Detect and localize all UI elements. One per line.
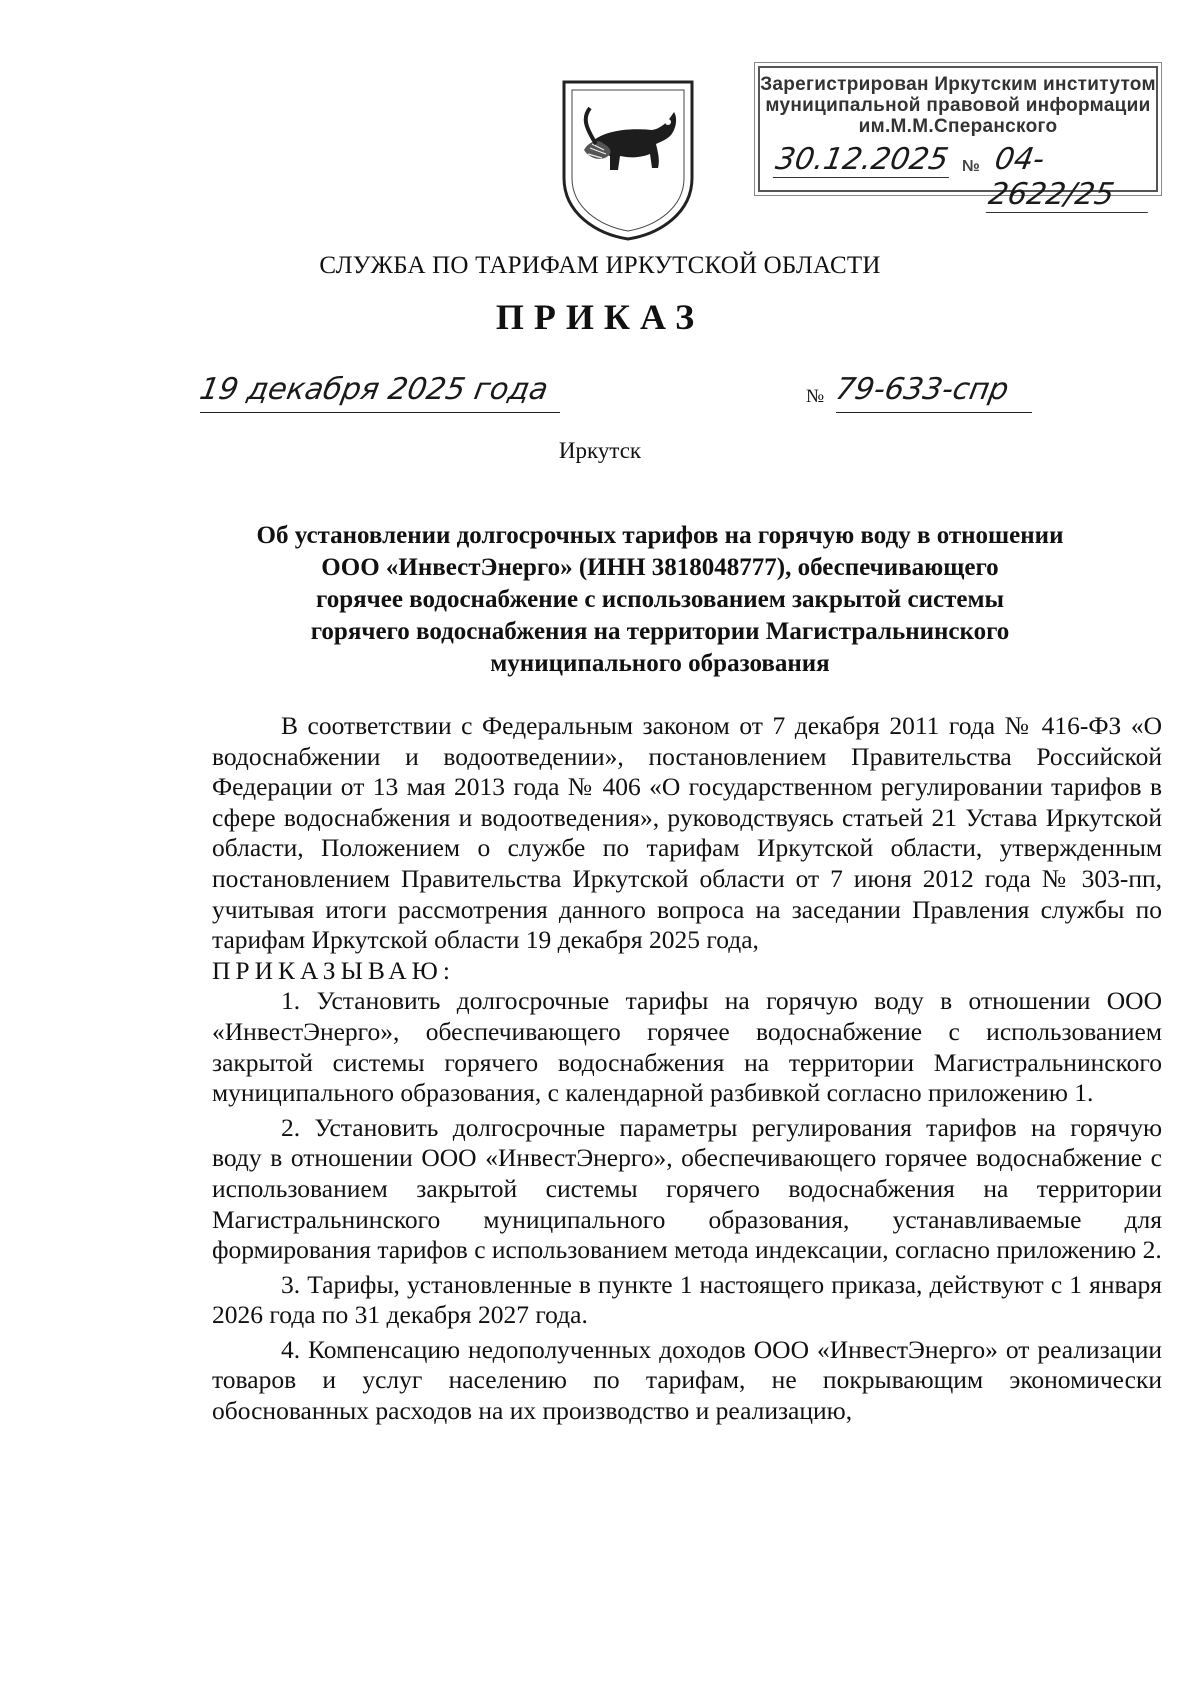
irkutsk-coat-of-arms-icon (560, 78, 696, 242)
document-body (212, 711, 1162, 1427)
order-date (196, 372, 560, 413)
stamp-line-3: им.М.М.Сперанского (858, 116, 1058, 137)
order-date-value: 19 декабря 2025 года (196, 372, 551, 407)
title-line: муниципального образования (490, 650, 830, 677)
registration-stamp (758, 66, 1158, 212)
preamble-paragraph: В соответствии с Федеральным законом от 7 декабря 2011 года № 416-ФЗ «О водоснабжении и водоотведении», постановлением Правительства Российской Федерации от 13 мая 2013 года № 406 «О государственном регулировании тарифов в сфере водоснабжения и водоотведения», руководствуясь статьей 21 Устава Иркутской области, Положением о службе по тарифам Иркутской области, утвержденным постановлением Правительства Иркутской области от 7 июня 2012 года № 303-пп, учитывая итоги рассмотрения данного вопроса на заседании Правления службы по тарифам Иркутской области 19 декабря 2025 года, (212, 711, 1162, 955)
order-number-value (832, 372, 1032, 413)
title-line: ООО «ИнвестЭнерго» (ИНН 3818048777), обеспечивающего (321, 554, 999, 581)
stamp-handwritten-row (770, 142, 1146, 212)
document-title (210, 520, 1110, 680)
title-line: горячее водоснабжение с использованием закрытой системы (315, 586, 1004, 613)
order-number-label: № (806, 386, 825, 407)
stamp-line-1: Зарегистрирован Иркутским институтом (760, 74, 1156, 95)
stamp-registration-date: 30.12.2025 (773, 142, 955, 178)
agency-name: СЛУЖБА ПО ТАРИФАМ ИРКУТСКОЙ ОБЛАСТИ (319, 252, 881, 279)
order-number (806, 372, 1166, 412)
order-item-2: 2. Установить долгосрочные параметры регулирования тарифов на горячую воду в отношении ООО «ИнвестЭнерго», обеспечивающего горячее водоснабжение с использованием закрытой системы горячего водоснабжения на территории Магистральнинского муниципального образования, устанавливаемые для формирования тарифов с использованием метода индексации, согласно приложению 2. (212, 1112, 1162, 1265)
stamp-number-label: № (962, 158, 980, 175)
order-item-4: 4. Компенсацию недополученных доходов ООО «ИнвестЭнерго» от реализации товаров и услуг населению по тарифам, не покрывающим экономически обоснованных расходов на их производство и реализацию, (212, 1334, 1162, 1426)
stamp-registration-number: 04-2622/25 (986, 142, 1161, 213)
command-word: ПРИКАЗЫВАЮ: (212, 955, 455, 985)
title-line: Об установлении долгосрочных тарифов на горячую воду в отношении (256, 522, 1064, 549)
stamp-line-2: муниципальной правовой информации (765, 95, 1151, 116)
order-item-1: 1. Установить долгосрочные тарифы на горячую воду в отношении ООО «ИнвестЭнерго», обеспечивающего горячее водоснабжение с использованием закрытой системы горячего водоснабжения на территории Магистральнинского муниципального образования, с календарной разбивкой согласно приложению 1. (212, 986, 1162, 1108)
title-line: горячего водоснабжения на территории Магистральнинского (310, 618, 1010, 645)
order-number-text: 79-633-спр (832, 372, 1012, 407)
document-type: ПРИКАЗ (495, 297, 705, 337)
order-item-3: 3. Тарифы, установленные в пункте 1 настоящего приказа, действуют с 1 января 2026 года по 31 декабря 2027 года. (212, 1269, 1162, 1330)
city-name: Иркутск (558, 438, 642, 463)
